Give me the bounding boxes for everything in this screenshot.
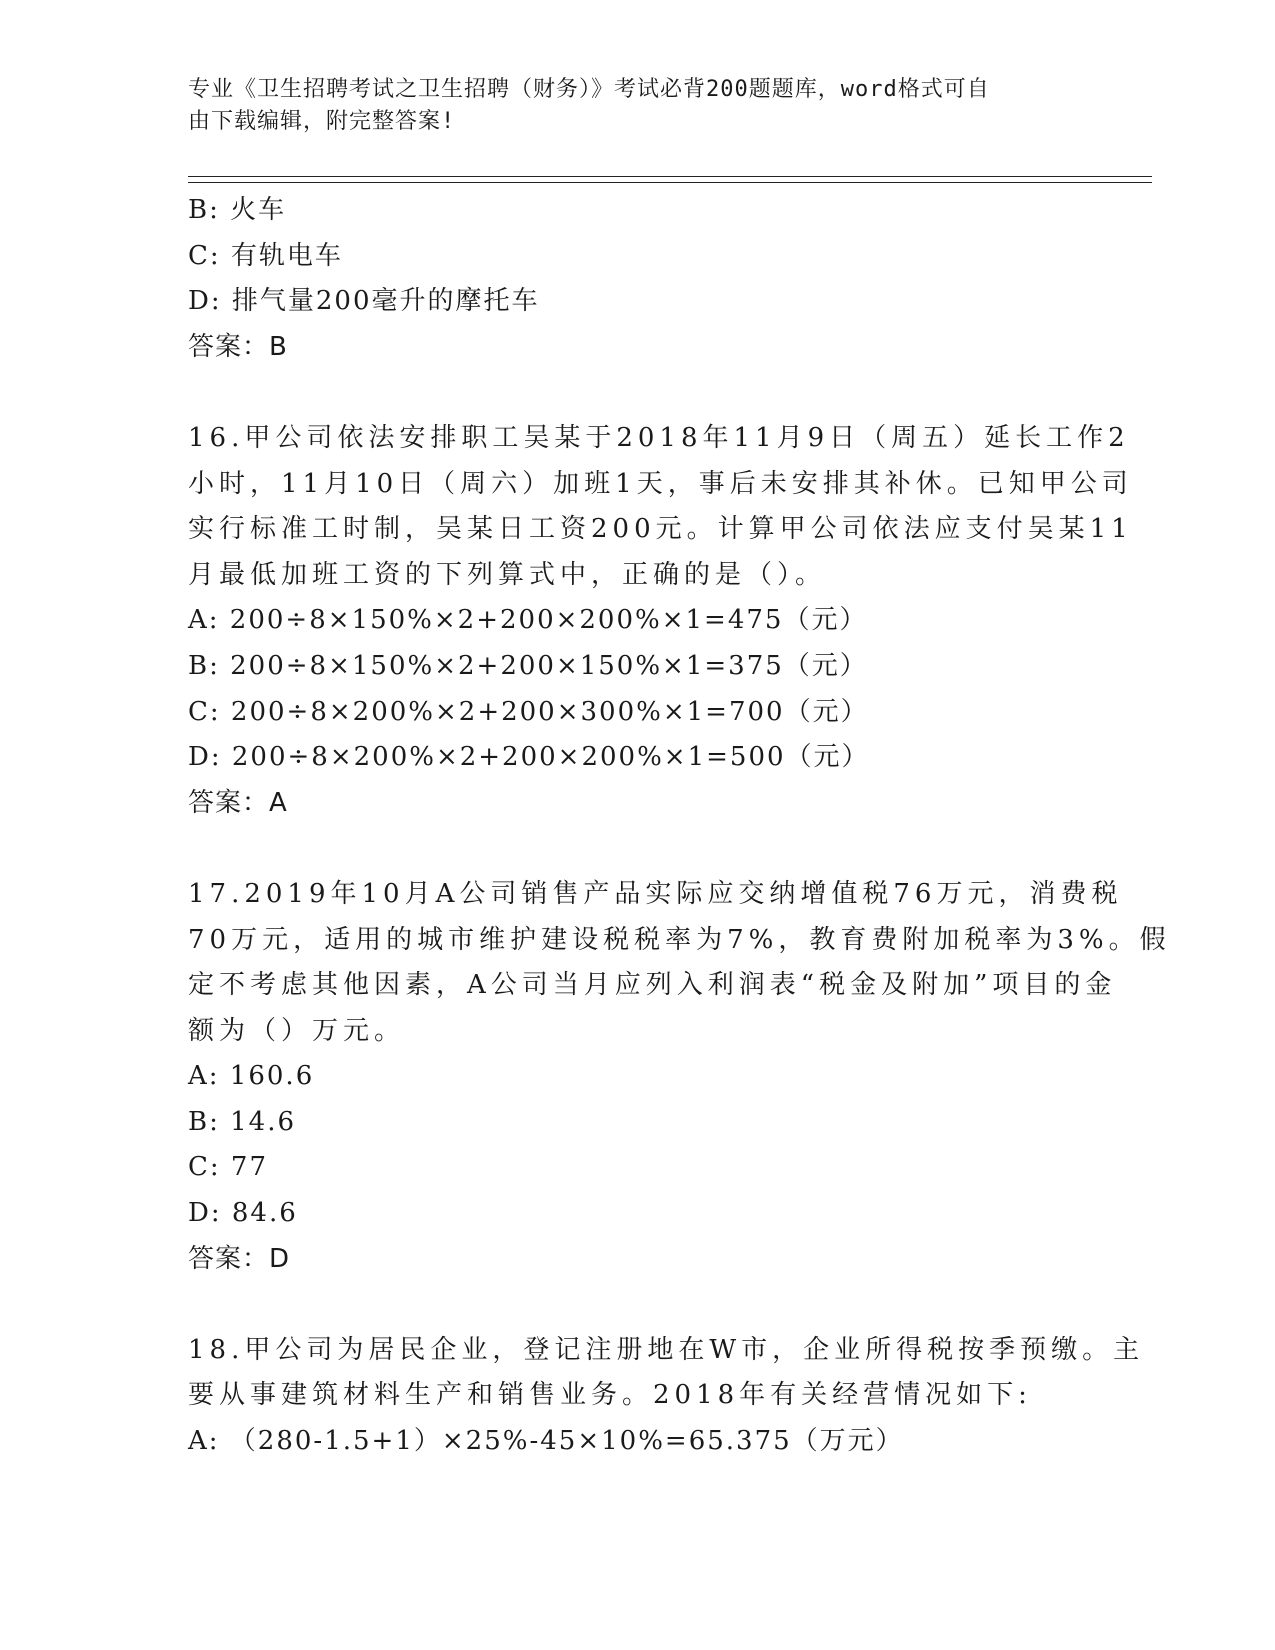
- q17-option-d: D: 84.6: [188, 1198, 298, 1229]
- q18-stem-line: 要从事建筑材料生产和销售业务。2018年有关经营情况如下:: [188, 1380, 1032, 1411]
- q15-option-d: D: 排气量200毫升的摩托车: [188, 286, 540, 317]
- q15-option-b: B: 火车: [188, 195, 287, 225]
- spacer: [188, 826, 1088, 872]
- q17-option-a: A: 160.6: [188, 1061, 315, 1092]
- q16-stem-line: 实行标准工时制，吴某日工资200元。计算甲公司依法应支付吴某11: [188, 514, 1133, 545]
- q18-stem-line: 18.甲公司为居民企业，登记注册地在W市，企业所得税按季预缴。主: [188, 1334, 1145, 1365]
- spacer: [188, 1282, 1088, 1328]
- spacer: [188, 370, 1088, 416]
- header-divider-top: [188, 176, 1152, 177]
- document-header: [188, 74, 1068, 138]
- q16-answer: 答案：A: [188, 787, 288, 818]
- q17-option-b: B: 14.6: [188, 1106, 297, 1137]
- q15-answer: 答案：B: [188, 331, 288, 362]
- question-18: [188, 1328, 1145, 1465]
- q17-stem-line: 定不考虑其他因素，A公司当月应列入利润表“税金及附加”项目的金: [188, 970, 1117, 1001]
- q16-option-b: B: 200÷8×150%×2+200×150%×1=375（元）: [188, 650, 868, 681]
- q17-stem-line: 17.2019年10月A公司销售产品实际应交纳增值税76万元，消费税: [188, 878, 1123, 909]
- q15-option-c: C: 有轨电车: [188, 240, 343, 271]
- q16-option-d: D: 200÷8×200%×2+200×200%×1=500（元）: [188, 742, 870, 773]
- q17-answer: 答案：D: [188, 1243, 291, 1274]
- q16-stem-line: 小时，11月10日（周六）加班1天，事后未安排其补休。已知甲公司: [188, 468, 1133, 499]
- question-17: [188, 872, 1171, 1282]
- header-title-line-2: 由下载编辑，附完整答案!: [188, 109, 456, 134]
- q16-stem-line: 月最低加班工资的下列算式中，正确的是（）。: [188, 559, 827, 590]
- q17-stem-line: 额为（）万元。: [188, 1015, 406, 1046]
- header-title-line-1: 专业《卫生招聘考试之卫生招聘（财务）》考试必背200题题库，word格式可自: [188, 77, 990, 102]
- header-divider-bottom: [188, 182, 1152, 183]
- q17-option-c: C: 77: [188, 1152, 269, 1183]
- question-16: [188, 416, 1133, 826]
- q16-option-a: A: 200÷8×150%×2+200×200%×1=475（元）: [188, 605, 868, 636]
- q16-option-c: C: 200÷8×200%×2+200×300%×1=700（元）: [188, 696, 869, 727]
- q17-stem-line: 70万元，适用的城市维护建设税税率为7%，教育费附加税率为3%。假: [188, 924, 1171, 955]
- q16-stem-line: 16.甲公司依法安排职工吴某于2018年11月9日（周五）延长工作2: [188, 422, 1130, 453]
- question-15: [188, 188, 1088, 370]
- q18-option-a: A: （280-1.5+1）×25%-45×10%=65.375（万元）: [188, 1426, 904, 1457]
- document-body: [188, 188, 1171, 1465]
